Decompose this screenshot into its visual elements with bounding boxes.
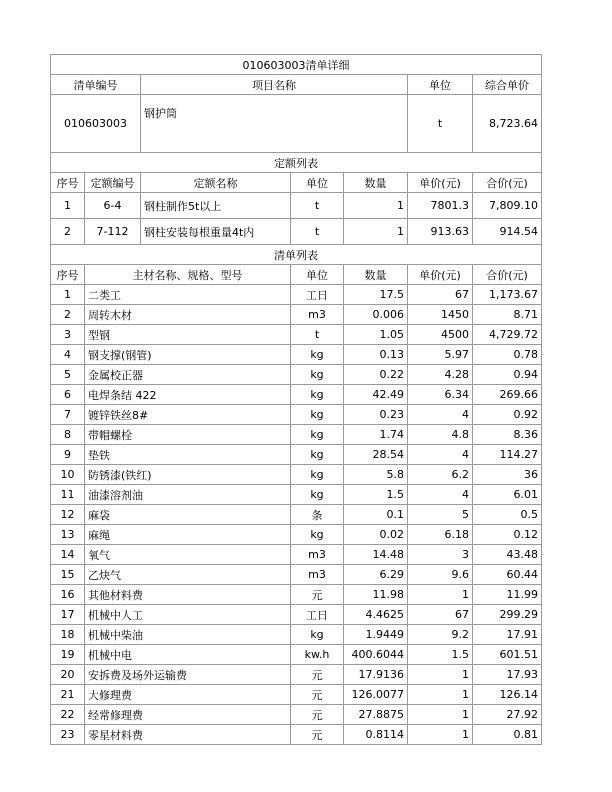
- list-total: 0.92: [473, 405, 542, 425]
- list-header: 合价(元): [473, 265, 542, 285]
- bill-detail-table: [50, 54, 542, 745]
- list-unit: m3: [291, 565, 344, 585]
- list-total: 0.81: [473, 725, 542, 745]
- list-no: 2: [51, 305, 85, 325]
- list-qty: 126.0077: [344, 685, 408, 705]
- list-unit: m3: [291, 545, 344, 565]
- list-unit: kg: [291, 345, 344, 365]
- list-unit: 工日: [291, 605, 344, 625]
- list-total: 8.71: [473, 305, 542, 325]
- table-row: [51, 585, 542, 605]
- item-unit: t: [408, 95, 473, 153]
- item-code: 010603003: [51, 95, 141, 153]
- list-price: 1: [408, 725, 473, 745]
- table-row: [51, 425, 542, 445]
- list-no: 21: [51, 685, 85, 705]
- list-total: 27.92: [473, 705, 542, 725]
- list-total: 299.29: [473, 605, 542, 625]
- list-name: 机械中柴油: [85, 625, 291, 645]
- list-price: 4: [408, 485, 473, 505]
- quota-qty: 1: [344, 193, 408, 219]
- table-row: [51, 445, 542, 465]
- list-header: 主材名称、规格、型号: [85, 265, 291, 285]
- list-qty: 11.98: [344, 585, 408, 605]
- list-no: 5: [51, 365, 85, 385]
- list-name: 安拆费及场外运输费: [85, 665, 291, 685]
- quota-code: 7-112: [85, 219, 141, 245]
- table-row: [51, 345, 542, 365]
- list-qty: 0.8114: [344, 725, 408, 745]
- list-no: 12: [51, 505, 85, 525]
- list-price: 9.2: [408, 625, 473, 645]
- list-header: 数量: [344, 265, 408, 285]
- list-unit: 工日: [291, 285, 344, 305]
- list-total: 269.66: [473, 385, 542, 405]
- list-total: 17.91: [473, 625, 542, 645]
- list-price: 9.6: [408, 565, 473, 585]
- list-price: 1.5: [408, 645, 473, 665]
- list-no: 19: [51, 645, 85, 665]
- table-row: [51, 565, 542, 585]
- list-no: 13: [51, 525, 85, 545]
- list-price: 5: [408, 505, 473, 525]
- list-no: 1: [51, 285, 85, 305]
- list-unit: 元: [291, 585, 344, 605]
- list-name: 型钢: [85, 325, 291, 345]
- list-name: 防锈漆(铁红): [85, 465, 291, 485]
- item-name: 钢护筒: [141, 95, 408, 153]
- list-price: 1: [408, 665, 473, 685]
- page-title: 010603003清单详细: [51, 55, 542, 75]
- quota-header: 单位: [291, 173, 344, 193]
- list-section-title: 清单列表: [51, 245, 542, 265]
- quota-header-row: [51, 173, 542, 193]
- list-name: 垫铁: [85, 445, 291, 465]
- list-unit: 元: [291, 665, 344, 685]
- list-total: 601.51: [473, 645, 542, 665]
- list-price: 1: [408, 685, 473, 705]
- list-price: 67: [408, 605, 473, 625]
- table-row: [51, 385, 542, 405]
- table-row: [51, 545, 542, 565]
- quota-code: 6-4: [85, 193, 141, 219]
- list-no: 8: [51, 425, 85, 445]
- list-header-row: [51, 265, 542, 285]
- table-row: [51, 405, 542, 425]
- list-unit: kg: [291, 625, 344, 645]
- quota-no: 2: [51, 219, 85, 245]
- list-name: 麻绳: [85, 525, 291, 545]
- list-qty: 1.9449: [344, 625, 408, 645]
- list-qty: 1.74: [344, 425, 408, 445]
- list-qty: 14.48: [344, 545, 408, 565]
- header-name: 项目名称: [141, 75, 408, 95]
- list-no: 7: [51, 405, 85, 425]
- list-no: 15: [51, 565, 85, 585]
- list-qty: 1.5: [344, 485, 408, 505]
- table-row: [51, 645, 542, 665]
- table-row: [51, 505, 542, 525]
- list-total: 0.5: [473, 505, 542, 525]
- list-no: 22: [51, 705, 85, 725]
- list-header: 单价(元): [408, 265, 473, 285]
- table-row: [51, 685, 542, 705]
- list-name: 镀锌铁丝8#: [85, 405, 291, 425]
- quota-price: 7801.3: [408, 193, 473, 219]
- list-total: 43.48: [473, 545, 542, 565]
- list-price: 4: [408, 405, 473, 425]
- quota-name: 钢柱安装每根重量4t内: [141, 219, 291, 245]
- list-unit: kg: [291, 465, 344, 485]
- list-qty: 17.5: [344, 285, 408, 305]
- list-price: 6.34: [408, 385, 473, 405]
- list-total: 1,173.67: [473, 285, 542, 305]
- quota-name: 钢柱制作5t以上: [141, 193, 291, 219]
- list-no: 3: [51, 325, 85, 345]
- list-qty: 0.22: [344, 365, 408, 385]
- list-no: 9: [51, 445, 85, 465]
- table-row: [51, 465, 542, 485]
- table-row: [51, 525, 542, 545]
- table-row: [51, 665, 542, 685]
- list-qty: 17.9136: [344, 665, 408, 685]
- list-unit: kg: [291, 445, 344, 465]
- quota-section-title: 定额列表: [51, 153, 542, 173]
- list-unit: kg: [291, 385, 344, 405]
- list-name: 其他材料费: [85, 585, 291, 605]
- list-no: 14: [51, 545, 85, 565]
- list-total: 8.36: [473, 425, 542, 445]
- list-qty: 6.29: [344, 565, 408, 585]
- list-name: 钢支撑(钢管): [85, 345, 291, 365]
- list-qty: 5.8: [344, 465, 408, 485]
- list-qty: 0.02: [344, 525, 408, 545]
- list-name: 经常修理费: [85, 705, 291, 725]
- list-name: 周转木材: [85, 305, 291, 325]
- quota-unit: t: [291, 193, 344, 219]
- list-no: 20: [51, 665, 85, 685]
- quota-header: 合价(元): [473, 173, 542, 193]
- list-unit: kw.h: [291, 645, 344, 665]
- list-no: 4: [51, 345, 85, 365]
- table-row: [51, 365, 542, 385]
- quota-row: [51, 193, 542, 219]
- list-name: 二类工: [85, 285, 291, 305]
- quota-qty: 1: [344, 219, 408, 245]
- quota-header: 单价(元): [408, 173, 473, 193]
- table-row: [51, 305, 542, 325]
- list-unit: kg: [291, 365, 344, 385]
- list-no: 10: [51, 465, 85, 485]
- list-qty: 1.05: [344, 325, 408, 345]
- list-price: 6.18: [408, 525, 473, 545]
- quota-row: [51, 219, 542, 245]
- list-total: 0.12: [473, 525, 542, 545]
- list-qty: 4.4625: [344, 605, 408, 625]
- table-row: [51, 325, 542, 345]
- list-qty: 400.6044: [344, 645, 408, 665]
- list-unit: 元: [291, 685, 344, 705]
- list-name: 电焊条结 422: [85, 385, 291, 405]
- list-unit: kg: [291, 485, 344, 505]
- header-unit: 单位: [408, 75, 473, 95]
- list-name: 机械中电: [85, 645, 291, 665]
- list-header: 单位: [291, 265, 344, 285]
- table-row: [51, 725, 542, 745]
- list-name: 油漆溶剂油: [85, 485, 291, 505]
- list-unit: m3: [291, 305, 344, 325]
- list-price: 1450: [408, 305, 473, 325]
- list-total: 6.01: [473, 485, 542, 505]
- list-total: 17.93: [473, 665, 542, 685]
- quota-header: 定额名称: [141, 173, 291, 193]
- list-unit: kg: [291, 525, 344, 545]
- list-qty: 0.006: [344, 305, 408, 325]
- list-unit: 元: [291, 725, 344, 745]
- list-price: 4.28: [408, 365, 473, 385]
- list-total: 4,729.72: [473, 325, 542, 345]
- list-qty: 28.54: [344, 445, 408, 465]
- list-unit: kg: [291, 425, 344, 445]
- list-qty: 42.49: [344, 385, 408, 405]
- list-qty: 0.1: [344, 505, 408, 525]
- table-row: [51, 485, 542, 505]
- list-total: 60.44: [473, 565, 542, 585]
- header-code: 清单编号: [51, 75, 141, 95]
- list-name: 麻袋: [85, 505, 291, 525]
- list-price: 4500: [408, 325, 473, 345]
- list-price: 6.2: [408, 465, 473, 485]
- table-row: [51, 705, 542, 725]
- list-name: 乙炔气: [85, 565, 291, 585]
- quota-total: 914.54: [473, 219, 542, 245]
- list-name: 氧气: [85, 545, 291, 565]
- list-no: 16: [51, 585, 85, 605]
- list-unit: t: [291, 325, 344, 345]
- list-qty: 27.8875: [344, 705, 408, 725]
- list-name: 金属校正器: [85, 365, 291, 385]
- list-name: 大修理费: [85, 685, 291, 705]
- list-price: 1: [408, 585, 473, 605]
- quota-no: 1: [51, 193, 85, 219]
- list-no: 23: [51, 725, 85, 745]
- list-total: 0.94: [473, 365, 542, 385]
- list-total: 114.27: [473, 445, 542, 465]
- list-unit: 元: [291, 705, 344, 725]
- list-total: 126.14: [473, 685, 542, 705]
- quota-header: 序号: [51, 173, 85, 193]
- list-total: 0.78: [473, 345, 542, 365]
- list-no: 17: [51, 605, 85, 625]
- list-total: 36: [473, 465, 542, 485]
- list-price: 5.97: [408, 345, 473, 365]
- item-price: 8,723.64: [473, 95, 542, 153]
- table-row: [51, 285, 542, 305]
- list-name: 带帽螺栓: [85, 425, 291, 445]
- list-price: 3: [408, 545, 473, 565]
- quota-unit: t: [291, 219, 344, 245]
- header-price: 综合单价: [473, 75, 542, 95]
- list-name: 机械中人工: [85, 605, 291, 625]
- list-price: 4.8: [408, 425, 473, 445]
- list-qty: 0.13: [344, 345, 408, 365]
- list-price: 1: [408, 705, 473, 725]
- list-price: 4: [408, 445, 473, 465]
- list-no: 11: [51, 485, 85, 505]
- list-no: 6: [51, 385, 85, 405]
- list-price: 67: [408, 285, 473, 305]
- quota-header: 定额编号: [85, 173, 141, 193]
- table-row: [51, 605, 542, 625]
- list-unit: kg: [291, 405, 344, 425]
- list-no: 18: [51, 625, 85, 645]
- list-header: 序号: [51, 265, 85, 285]
- quota-price: 913.63: [408, 219, 473, 245]
- quota-header: 数量: [344, 173, 408, 193]
- list-name: 零星材料费: [85, 725, 291, 745]
- list-qty: 0.23: [344, 405, 408, 425]
- list-total: 11.99: [473, 585, 542, 605]
- list-unit: 条: [291, 505, 344, 525]
- table-row: [51, 625, 542, 645]
- quota-total: 7,809.10: [473, 193, 542, 219]
